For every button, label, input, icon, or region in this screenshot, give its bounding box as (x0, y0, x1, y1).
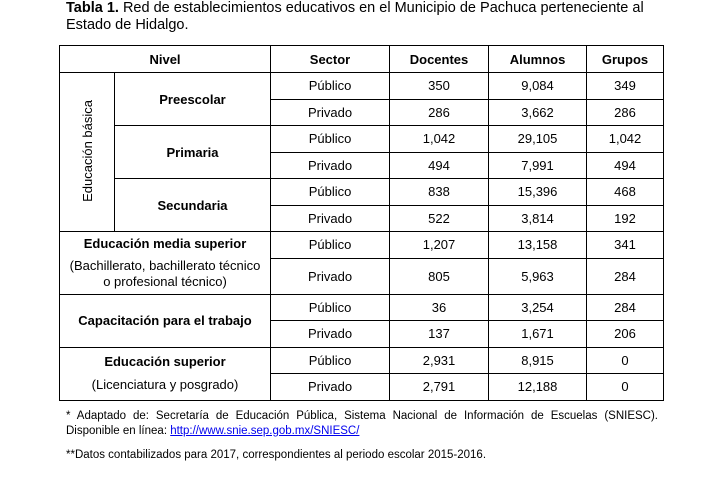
cell-grupos: 286 (587, 99, 664, 126)
header-nivel: Nivel (60, 46, 271, 73)
cell-alumnos: 9,084 (489, 73, 587, 100)
caption-label: Tabla 1. (66, 0, 119, 16)
cell-grupos: 494 (587, 152, 664, 179)
cell-sector: Público (271, 347, 390, 374)
cell-sector: Público (271, 294, 390, 321)
cell-alumnos: 3,662 (489, 99, 587, 126)
cell-sector: Público (271, 232, 390, 259)
cell-grupos: 341 (587, 232, 664, 259)
cell-grupos: 284 (587, 294, 664, 321)
table-row (60, 73, 664, 100)
cell-docentes: 286 (390, 99, 489, 126)
source-link[interactable]: http://www.snie.sep.gob.mx/SNIESC/ (170, 425, 360, 437)
cell-docentes: 2,931 (390, 347, 489, 374)
table-row (60, 179, 664, 206)
cell-grupos: 206 (587, 321, 664, 348)
cell-docentes: 805 (390, 258, 489, 294)
header-row (60, 46, 664, 73)
education-table (59, 45, 664, 401)
superior-sub: (Licenciatura y posgrado) (91, 377, 239, 392)
header-sector: Sector (271, 46, 390, 73)
level-primaria: Primaria (115, 126, 271, 179)
cell-grupos: 349 (587, 73, 664, 100)
cell-alumnos: 5,963 (489, 258, 587, 294)
cell-grupos: 192 (587, 205, 664, 232)
cell-alumnos: 1,671 (489, 321, 587, 348)
cell-sector: Privado (271, 374, 390, 401)
cell-sector: Privado (271, 205, 390, 232)
level-secundaria: Secundaria (115, 179, 271, 232)
table-row (60, 294, 664, 321)
footnotes (66, 409, 658, 463)
cell-sector: Privado (271, 152, 390, 179)
cell-alumnos: 7,991 (489, 152, 587, 179)
footnote-prefix: Disponible en línea: (66, 425, 171, 437)
level-preescolar: Preescolar (115, 73, 271, 126)
cell-grupos: 284 (587, 258, 664, 294)
cell-docentes: 838 (390, 179, 489, 206)
cell-sector: Público (271, 179, 390, 206)
cell-sector: Público (271, 73, 390, 100)
cell-sector: Privado (271, 99, 390, 126)
cell-docentes: 1,042 (390, 126, 489, 153)
cell-docentes: 36 (390, 294, 489, 321)
cell-alumnos: 3,814 (489, 205, 587, 232)
media-title: Educación media superior (83, 236, 247, 252)
cell-alumnos: 12,188 (489, 374, 587, 401)
cell-alumnos: 3,254 (489, 294, 587, 321)
cell-sector: Privado (271, 321, 390, 348)
level-superior (60, 347, 271, 400)
cell-grupos: 0 (587, 374, 664, 401)
cell-sector: Público (271, 126, 390, 153)
footnote-data-period: **Datos contabilizados para 2017, correspondientes al periodo escolar 2015-2016. (66, 449, 487, 461)
footnote-source: * Adaptado de: Secretaría de Educación Pública, Sistema Nacional de Información de Escuelas (SNIESC). (66, 410, 658, 422)
table-row (60, 232, 664, 259)
caption-text: Red de establecimientos educativos en el Municipio de Pachuca perteneciente al Estado de Hidalgo. (66, 0, 644, 33)
header-docentes: Docentes (390, 46, 489, 73)
cell-docentes: 1,207 (390, 232, 489, 259)
cell-grupos: 0 (587, 347, 664, 374)
cell-grupos: 468 (587, 179, 664, 206)
cell-docentes: 2,791 (390, 374, 489, 401)
cell-docentes: 137 (390, 321, 489, 348)
cell-alumnos: 8,915 (489, 347, 587, 374)
header-grupos: Grupos (587, 46, 664, 73)
footnote-availability (66, 424, 658, 439)
table-row (60, 126, 664, 153)
cell-docentes: 494 (390, 152, 489, 179)
header-alumnos: Alumnos (489, 46, 587, 73)
group-basica-label: Educación básica (79, 99, 95, 202)
table-row (60, 347, 664, 374)
cell-alumnos: 15,396 (489, 179, 587, 206)
group-basica (60, 73, 115, 232)
level-media-superior (60, 232, 271, 295)
superior-title: Educación superior (104, 354, 226, 369)
cell-alumnos: 13,158 (489, 232, 587, 259)
cell-docentes: 522 (390, 205, 489, 232)
cell-alumnos: 29,105 (489, 126, 587, 153)
level-capacitacion: Capacitación para el trabajo (60, 294, 271, 347)
cell-grupos: 1,042 (587, 126, 664, 153)
media-sub: (Bachillerato, bachillerato técnico o profesional técnico) (69, 258, 261, 290)
cell-sector: Privado (271, 258, 390, 294)
cell-docentes: 350 (390, 73, 489, 100)
table-caption (66, 0, 666, 34)
